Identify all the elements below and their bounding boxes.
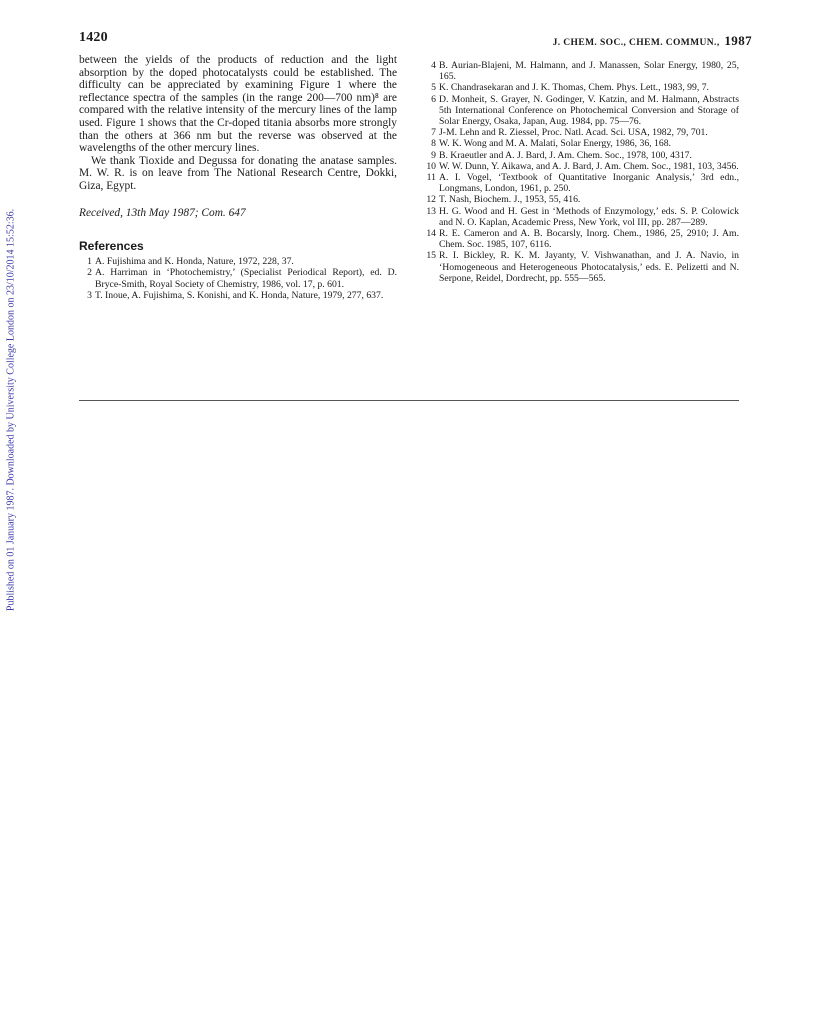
- download-watermark: [3, 190, 19, 630]
- reference-number: 5: [431, 82, 436, 94]
- references-heading: References: [79, 239, 144, 254]
- reference-item: [79, 256, 397, 267]
- reference-text: D. Monheit, S. Grayer, N. Godinger, V. Katzin, and M. Halmann, Abstracts 5th International Conference on Photochemical Conversion and Storage of Solar Energy, Osaka, Japan, Aug. 1984, pp. 75—76.: [439, 93, 739, 128]
- reference-item: [423, 161, 739, 172]
- download-watermark-text: Published on 01 January 1987. Downloaded by University College London on 23/10/2014 15:52:36.: [5, 208, 17, 612]
- reference-text: R. I. Bickley, R. K. M. Jayanty, V. Vishwanathan, and J. A. Navio, in ‘Homogeneous and Heterogeneous Photocatalysis,’ eds. E. Pelizetti and N. Serpone, Reidel, Dordrecht, pp. 555—565.: [439, 250, 739, 284]
- reference-item: [79, 290, 397, 301]
- reference-item: [423, 150, 739, 161]
- reference-text: B. Aurian-Blajeni, M. Halmann, and J. Manassen, Solar Energy, 1980, 25, 165.: [439, 60, 739, 83]
- reference-text: A. I. Vogel, ‘Textbook of Quantitative Inorganic Analysis,’ 3rd edn., Longmans, London, 1961, p. 250.: [439, 172, 739, 195]
- reference-item: [423, 172, 739, 194]
- reference-text: A. Fujishima and K. Honda, Nature, 1972, 228, 37.: [95, 256, 294, 268]
- body-paragraph-1: between the yields of the products of reduction and the light absorption by the doped photocatalysts could be established. The difficulty can be appreciated by examining Figure 1 where the reflectance spectra of the samples (in the range 200—700 nm)⁸ are compared with the relative intensity of the mercury lines of the lamp used. Figure 1 shows that the Cr-doped titania absorbs more strongly than the others at 366 nm but the reverse was observed at the wavelengths of the other mercury lines.: [79, 54, 397, 155]
- reference-item: [423, 94, 739, 128]
- reference-text: A. Harriman in ‘Photochemistry,’ (Specialist Periodical Report), ed. D. Bryce-Smith, Royal Society of Chemistry, 1986, vol. 17, p. 601.: [95, 267, 397, 290]
- reference-number: 13: [426, 205, 436, 217]
- reference-item: [423, 82, 739, 93]
- reference-number: 11: [426, 172, 436, 184]
- reference-number: 15: [426, 250, 436, 262]
- reference-item: [423, 138, 739, 149]
- reference-number: 7: [431, 127, 436, 139]
- reference-text: J-M. Lehn and R. Ziessel, Proc. Natl. Acad. Sci. USA, 1982, 79, 701.: [439, 127, 708, 139]
- reference-number: 4: [431, 60, 436, 71]
- reference-item: [79, 267, 397, 289]
- journal-year: 1987: [724, 33, 752, 48]
- references-left: [79, 256, 397, 301]
- reference-text: H. G. Wood and H. Gest in ‘Methods of Enzymology,’ eds. S. P. Colowick and N. O. Kaplan, Academic Press, New York, vol III, pp. 287—289.: [439, 205, 739, 228]
- reference-number: 1: [87, 256, 92, 268]
- reference-text: T. Nash, Biochem. J., 1953, 55, 416.: [439, 194, 581, 206]
- reference-text: K. Chandrasekaran and J. K. Thomas, Chem. Phys. Lett., 1983, 99, 7.: [439, 82, 709, 94]
- reference-item: [423, 127, 739, 138]
- page-divider-rule: [79, 400, 739, 401]
- left-column: [79, 54, 397, 301]
- reference-number: 8: [431, 138, 436, 150]
- received-date: Received, 13th May 1987; Com. 647: [79, 206, 246, 219]
- reference-text: W. W. Dunn, Y. Aikawa, and A. J. Bard, J. Am. Chem. Soc., 1981, 103, 3456.: [439, 160, 739, 172]
- right-column: [423, 60, 739, 284]
- reference-item: [423, 228, 739, 250]
- reference-item: [423, 194, 739, 205]
- reference-number: 2: [87, 267, 92, 279]
- reference-number: 6: [431, 93, 436, 105]
- references-right: [423, 60, 739, 284]
- page-number: 1420: [79, 30, 108, 45]
- reference-number: 12: [426, 194, 436, 206]
- reference-text: B. Kraeutler and A. J. Bard, J. Am. Chem. Soc., 1978, 100, 4317.: [439, 149, 692, 161]
- acknowledgement-paragraph: We thank Tioxide and Degussa for donating the anatase samples. M. W. R. is on leave from The National Research Centre, Dokki, Giza, Egypt.: [79, 154, 397, 192]
- reference-number: 14: [426, 228, 436, 240]
- reference-item: [423, 60, 739, 82]
- reference-item: [423, 206, 739, 228]
- reference-text: R. E. Cameron and A. B. Bocarsly, Inorg. Chem., 1986, 25, 2910; J. Am. Chem. Soc. 1985, 107, 6116.: [439, 228, 739, 251]
- reference-text: W. K. Wong and M. A. Malati, Solar Energy, 1986, 36, 168.: [439, 138, 671, 150]
- running-head: [553, 33, 752, 49]
- reference-text: T. Inoue, A. Fujishima, S. Konishi, and K. Honda, Nature, 1979, 277, 637.: [95, 289, 384, 301]
- body-text: [79, 54, 397, 193]
- journal-name: J. CHEM. SOC., CHEM. COMMUN.,: [552, 38, 720, 48]
- reference-item: [423, 250, 739, 284]
- reference-number: 3: [87, 289, 92, 301]
- reference-number: 9: [431, 149, 436, 161]
- reference-number: 10: [426, 160, 436, 172]
